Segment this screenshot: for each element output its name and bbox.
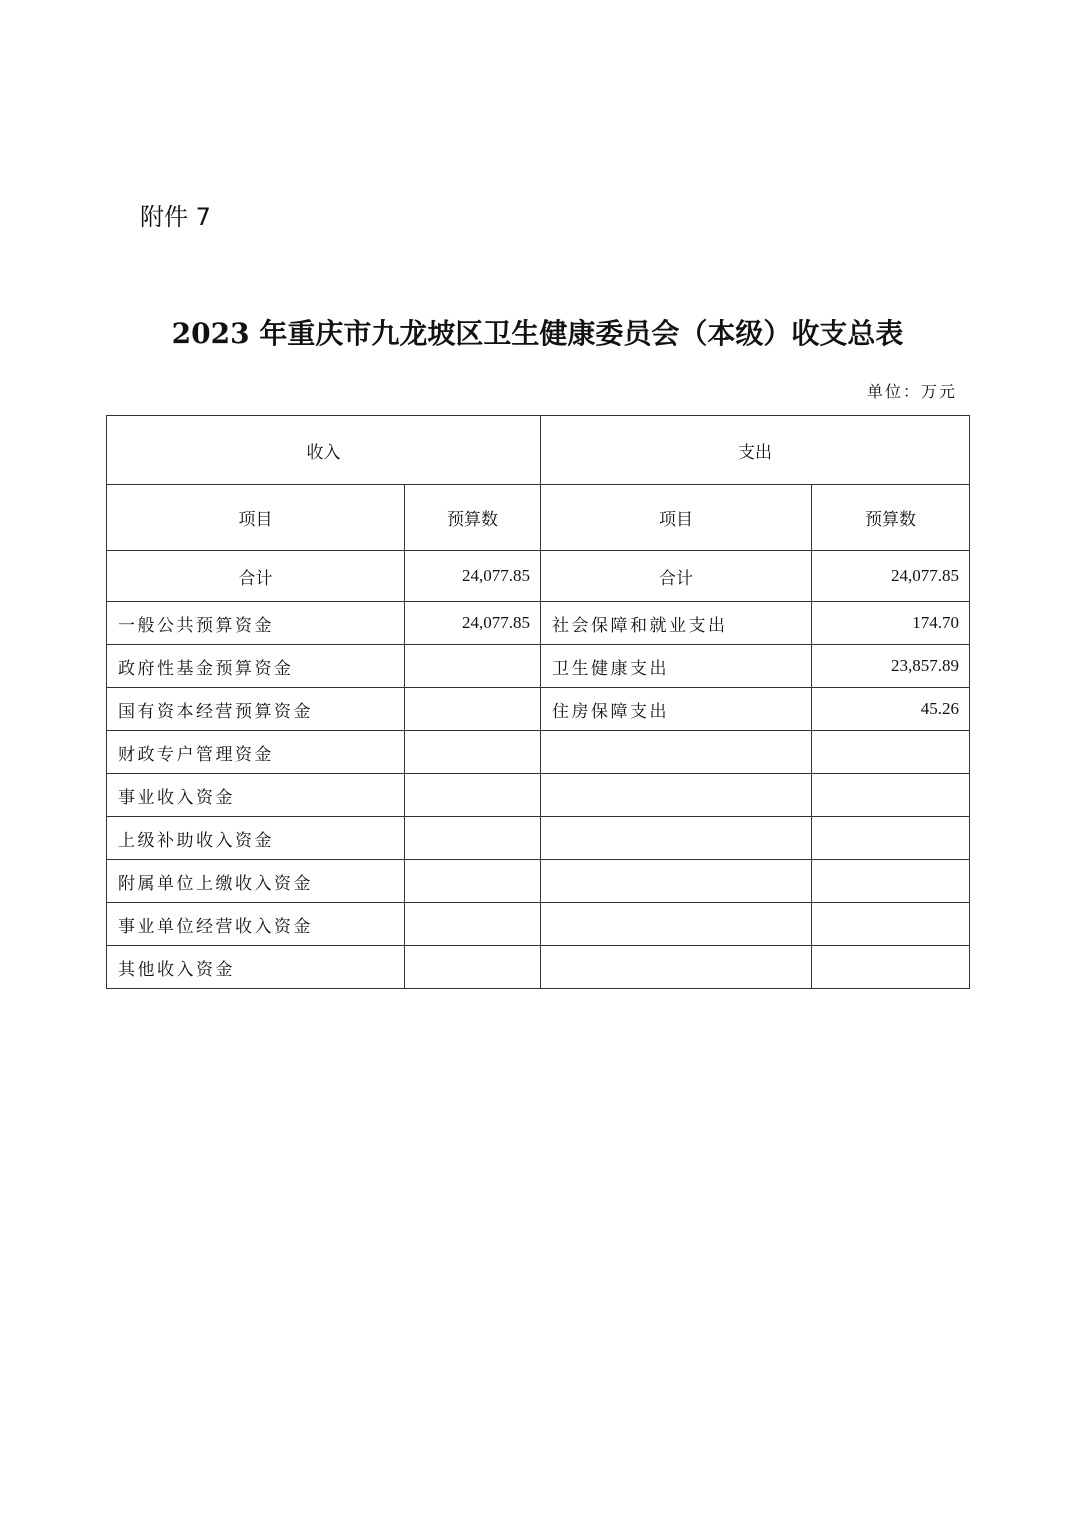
- expense-value: 23,857.89: [812, 645, 970, 688]
- expense-item-column-header: 项目: [541, 485, 812, 551]
- expense-value: [812, 903, 970, 946]
- document-title: 2023 年重庆市九龙坡区卫生健康委员会（本级）收支总表: [171, 317, 904, 350]
- expense-value: [812, 774, 970, 817]
- table-row: [107, 731, 970, 774]
- income-item: 事业单位经营收入资金: [107, 903, 405, 946]
- table-row: [107, 817, 970, 860]
- income-item: 其他收入资金: [107, 946, 405, 989]
- income-value: [405, 903, 541, 946]
- expense-total-label: 合计: [541, 551, 812, 602]
- income-item-column-header: 项目: [107, 485, 405, 551]
- expense-header: 支出: [541, 416, 970, 485]
- income-value: [405, 774, 541, 817]
- expense-value: [812, 860, 970, 903]
- income-value: [405, 817, 541, 860]
- income-item: 财政专户管理资金: [107, 731, 405, 774]
- table-row: [107, 903, 970, 946]
- income-item: 政府性基金预算资金: [107, 645, 405, 688]
- income-total-value: 24,077.85: [405, 551, 541, 602]
- income-item: 国有资本经营预算资金: [107, 688, 405, 731]
- expense-item: 社会保障和就业支出: [541, 602, 812, 645]
- table-row: [107, 860, 970, 903]
- income-value: [405, 688, 541, 731]
- expense-value: 45.26: [812, 688, 970, 731]
- income-budget-column-header: 预算数: [405, 485, 541, 551]
- income-value: [405, 731, 541, 774]
- income-value: [405, 946, 541, 989]
- expense-item: 卫生健康支出: [541, 645, 812, 688]
- income-value: [405, 645, 541, 688]
- income-item: 一般公共预算资金: [107, 602, 405, 645]
- total-row: [107, 551, 970, 602]
- expense-total-value: 24,077.85: [812, 551, 970, 602]
- section-header-row: [107, 416, 970, 485]
- table-body: [107, 416, 970, 989]
- expense-item: 住房保障支出: [541, 688, 812, 731]
- expense-item: [541, 731, 812, 774]
- table-row: [107, 645, 970, 688]
- table-row: [107, 602, 970, 645]
- income-item: 上级补助收入资金: [107, 817, 405, 860]
- expense-item: [541, 774, 812, 817]
- expense-value: [812, 817, 970, 860]
- budget-summary-table: [106, 415, 970, 989]
- expense-value: 174.70: [812, 602, 970, 645]
- income-header: 收入: [107, 416, 541, 485]
- expense-budget-column-header: 预算数: [812, 485, 970, 551]
- expense-item: [541, 903, 812, 946]
- expense-value: [812, 946, 970, 989]
- expense-item: [541, 946, 812, 989]
- income-total-label: 合计: [107, 551, 405, 602]
- income-item: 附属单位上缴收入资金: [107, 860, 405, 903]
- table-row: [107, 774, 970, 817]
- annex-label: 附件 7: [140, 203, 211, 231]
- table-row: [107, 946, 970, 989]
- table-row: [107, 688, 970, 731]
- expense-value: [812, 731, 970, 774]
- income-value: [405, 860, 541, 903]
- unit-label: 单位：万元: [866, 382, 957, 401]
- column-header-row: [107, 485, 970, 551]
- expense-item: [541, 860, 812, 903]
- income-value: 24,077.85: [405, 602, 541, 645]
- income-item: 事业收入资金: [107, 774, 405, 817]
- expense-item: [541, 817, 812, 860]
